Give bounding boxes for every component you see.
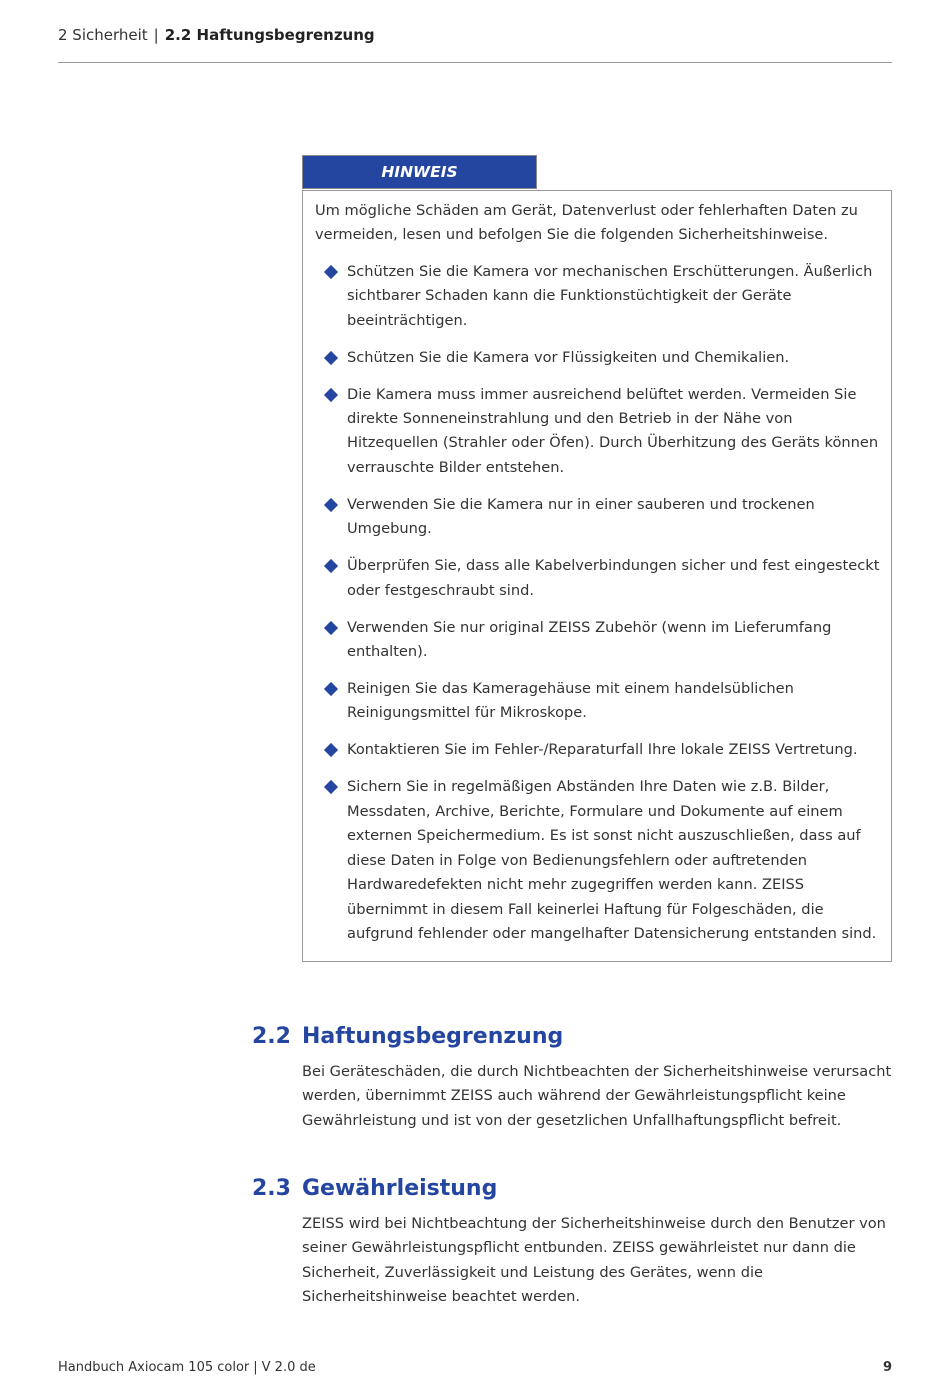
notice-intro: Um mögliche Schäden am Gerät, Datenverlust oder fehlerhaften Daten zu vermeiden, lesen und befolgen Sie die folgenden Sicherheitshinweise. <box>315 202 858 244</box>
notice-item-text: Sichern Sie in regelmäßigen Abständen Ihre Daten wie z.B. Bilder, Messdaten, Archive, Berichte, Formulare und Dokumente auf einem externen Speichermedium. Es ist sonst nicht auszuschließen, dass auf diese Daten in Folge von Bedienungsfehlern oder auftretenden Hardwaredefekten nicht mehr zugegriffen werden kann. ZEISS übernimmt in diesem Fall keinerlei Haftung für Folgeschäden, die aufgrund fehlender oder mangelhafter Datensicherung entstanden sind. <box>347 778 877 942</box>
diamond-bullet-icon <box>324 559 338 573</box>
section-number: 2.3 <box>252 1176 291 1201</box>
section-gewaehrleistung <box>252 1174 892 1310</box>
notice-item <box>315 493 881 542</box>
notice-item <box>315 677 881 726</box>
section-heading <box>252 1022 892 1052</box>
footer-version: V 2.0 de <box>261 1360 316 1375</box>
notice-list <box>315 260 881 947</box>
diamond-bullet-icon <box>324 621 338 635</box>
running-header <box>58 24 892 46</box>
notice-item-text: Kontaktieren Sie im Fehler-/Reparaturfall Ihre lokale ZEISS Vertretung. <box>347 741 858 759</box>
diamond-bullet-icon <box>324 351 338 365</box>
diamond-bullet-icon <box>324 682 338 696</box>
notice-item-text: Schützen Sie die Kamera vor Flüssigkeiten und Chemikalien. <box>347 348 790 366</box>
notice-box <box>302 190 892 962</box>
section-number: 2.2 <box>252 1024 291 1049</box>
diamond-bullet-icon <box>324 780 338 794</box>
section-title: Gewährleistung <box>302 1176 498 1201</box>
notice-item <box>315 260 881 333</box>
section-haftungsbegrenzung <box>252 1022 892 1133</box>
notice-item-text: Verwenden Sie nur original ZEISS Zubehör (wenn im Lieferumfang enthalten). <box>347 618 832 661</box>
notice-item-text: Reinigen Sie das Kameragehäuse mit einem handelsüblichen Reinigungsmittel für Mikroskope. <box>347 680 794 722</box>
section-body: ZEISS wird bei Nichtbeachtung der Sicherheitshinweise durch den Benutzer von seiner Gewährleistungspflicht entbunden. ZEISS gewährleistet nur dann die Sicherheit, Zuverlässigkeit und Leistung des Gerätes, wenn die Sicherheitshinweise beachtet werden. <box>302 1215 886 1306</box>
notice-item-text: Schützen Sie die Kamera vor mechanischen Erschütterungen. Äußerlich sichtbarer Schaden kann die Funktionstüchtigkeit der Geräte beeinträchtigen. <box>347 262 873 329</box>
notice-item <box>315 738 881 762</box>
notice-item <box>315 616 881 665</box>
notice-item-text: Die Kamera muss immer ausreichend belüftet werden. Vermeiden Sie direkte Sonneneinstrahlung und den Betrieb in der Nähe von Hitzequellen (Strahler oder Öfen). Durch Überhitzung des Geräts können verrauschte Bilder entstehen. <box>347 385 879 476</box>
footer-manual-info <box>58 1360 316 1375</box>
footer-manual-title: Handbuch Axiocam 105 color <box>58 1360 250 1375</box>
header-chapter: 2 Sicherheit <box>58 26 148 44</box>
page-number: 9 <box>882 1360 892 1375</box>
section-heading <box>252 1174 892 1204</box>
diamond-bullet-icon <box>324 743 338 757</box>
notice-item-text: Überprüfen Sie, dass alle Kabelverbindungen sicher und fest eingesteckt oder festgeschraubt sind. <box>347 557 880 599</box>
notice-item <box>315 383 881 481</box>
footer-separator: | <box>253 1360 258 1375</box>
notice-label: HINWEIS <box>302 155 537 189</box>
header-divider <box>58 62 892 63</box>
header-separator: | <box>153 26 159 44</box>
diamond-bullet-icon <box>324 498 338 512</box>
notice-item <box>315 346 881 370</box>
section-body: Bei Geräteschäden, die durch Nichtbeachten der Sicherheitshinweise verursacht werden, übernimmt ZEISS auch während der Gewährleistungspflicht keine Gewährleistung und ist von der gesetzlichen Unfallhaftungspflicht befreit. <box>302 1063 892 1129</box>
diamond-bullet-icon <box>324 388 338 402</box>
notice-item-text: Verwenden Sie die Kamera nur in einer sauberen und trockenen Umgebung. <box>347 495 815 538</box>
diamond-bullet-icon <box>324 265 338 279</box>
header-current-section: 2.2 Haftungsbegrenzung <box>164 26 375 44</box>
notice-item <box>315 554 881 603</box>
notice-item <box>315 775 881 946</box>
section-title: Haftungsbegrenzung <box>302 1024 564 1049</box>
